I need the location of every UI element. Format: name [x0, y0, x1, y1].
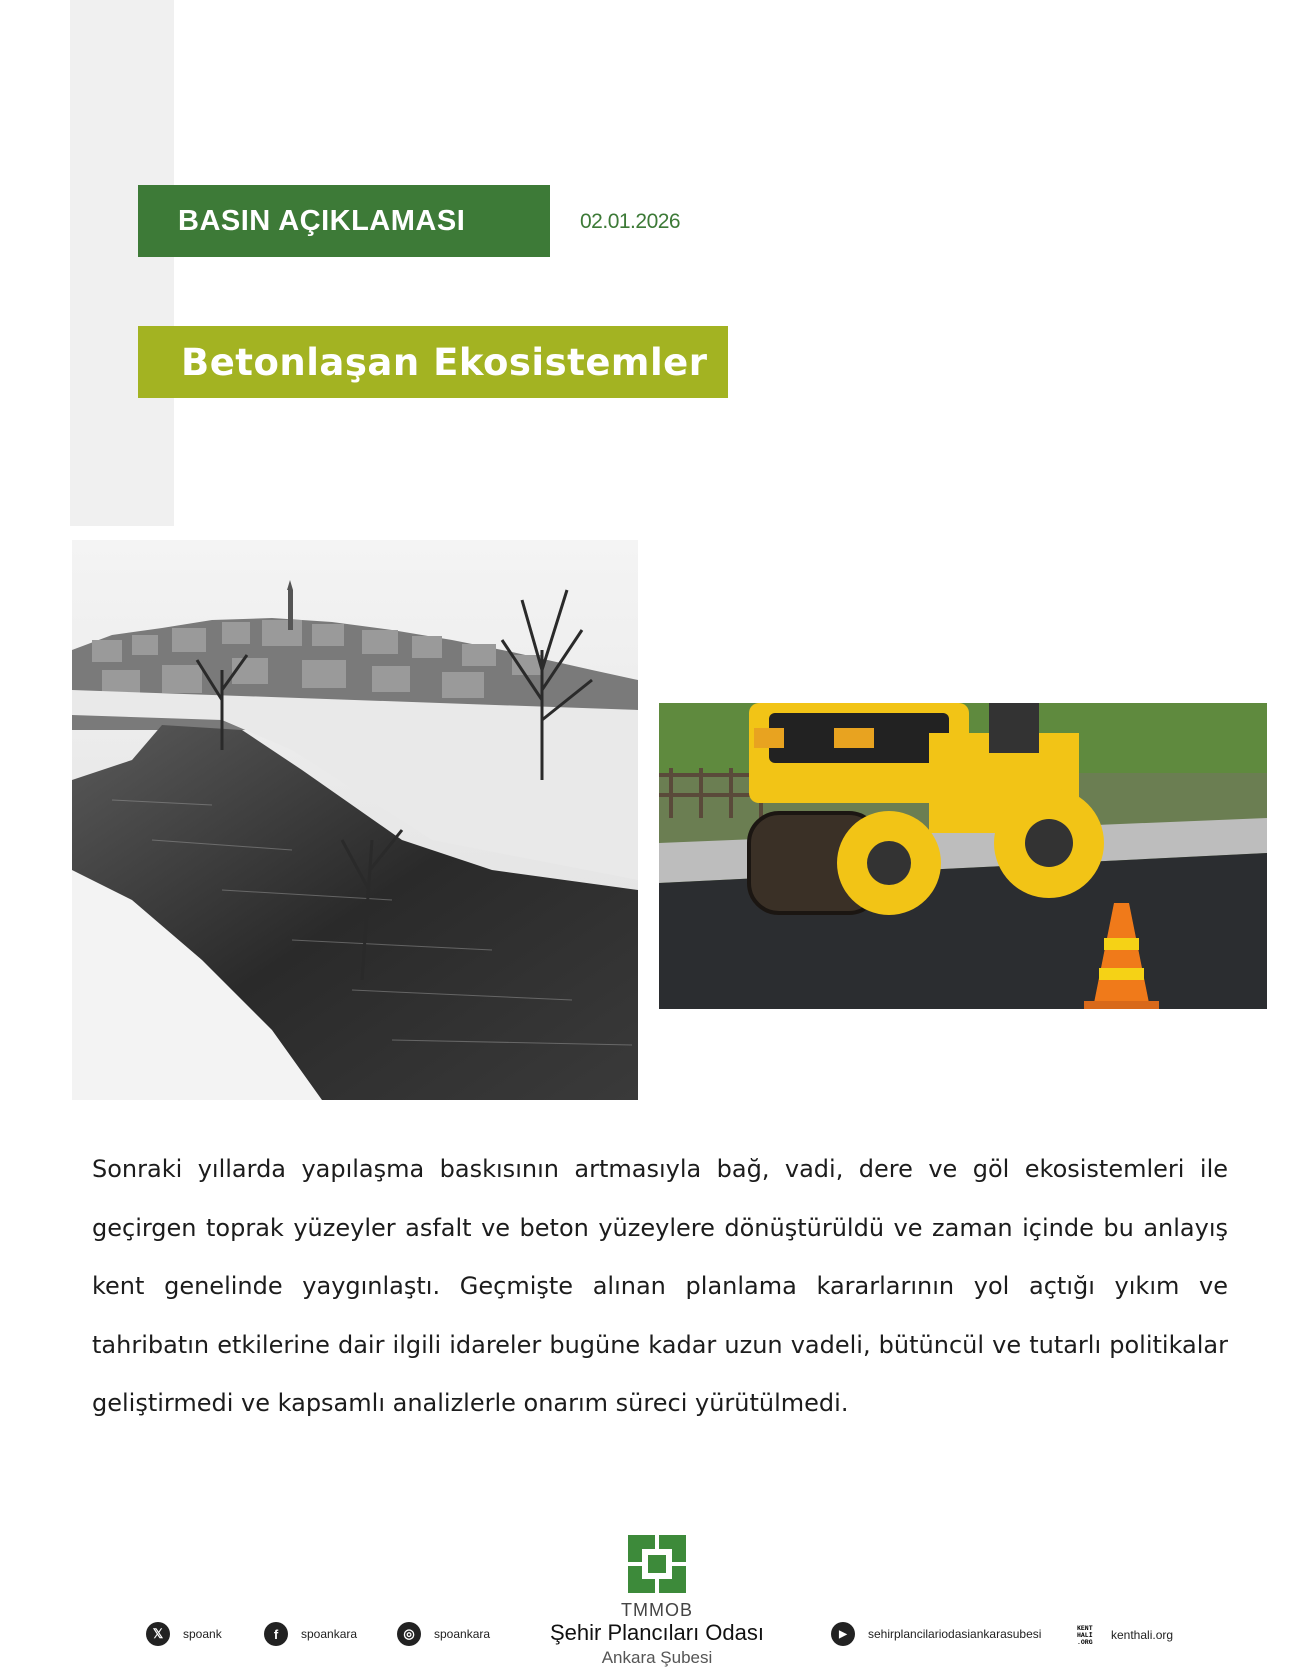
press-release-tag	[138, 185, 550, 257]
social-facebook[interactable]	[264, 1622, 357, 1646]
press-release-body: Sonraki yıllarda yapılaşma baskısının artmasıyla bağ, vadi, dere ve göl ekosistemleri ile geçirgen toprak yüzeyler asfalt ve beton yüzeylere dönüştürüldü ve zaman içinde bu anlayış kent genelinde yaygınlaştı. Geçmişte alınan planlama kararlarının yol açtığı yıkım ve tahribatın etkilerine dair ilgili idareler bugüne kadar uzun vadeli, bütüncül ve tutarlı politikalar geliştirmedi ve kapsamlı analizlerle onarım süreci yürütülmedi.	[92, 1155, 1228, 1417]
org-name: Şehir Plancıları Odası	[550, 1620, 764, 1645]
title-banner	[138, 326, 728, 398]
youtube-icon: ▶	[831, 1622, 855, 1646]
x-icon: 𝕏	[146, 1622, 170, 1646]
social-x-handle: spoank	[183, 1627, 222, 1641]
org-tmmob: TMMOB	[621, 1600, 693, 1620]
page-title: Betonlaşan Ekosistemler	[181, 340, 708, 384]
social-x[interactable]	[146, 1622, 222, 1646]
social-instagram-handle: spoankara	[434, 1627, 491, 1641]
social-kenthali-link: kenthali.org	[1111, 1628, 1174, 1642]
social-instagram[interactable]	[397, 1622, 490, 1646]
social-youtube-handle: sehirplancilariodasiankarasubesi	[868, 1627, 1042, 1641]
historic-river-photo	[72, 540, 638, 1100]
side-band	[70, 0, 174, 526]
kenthali-logo: KENT HALİ .ORG	[1077, 1624, 1093, 1646]
facebook-icon: f	[264, 1622, 288, 1646]
tmmob-logo	[628, 1535, 686, 1593]
release-date: 02.01.2026	[580, 210, 681, 233]
social-facebook-handle: spoankara	[301, 1627, 358, 1641]
org-branch: Ankara Şubesi	[601, 1648, 713, 1667]
press-release-label: BASIN AÇIKLAMASI	[178, 204, 466, 237]
social-youtube[interactable]	[831, 1622, 1041, 1646]
social-kenthali[interactable]	[1077, 1622, 1173, 1648]
road-roller-photo	[659, 703, 1267, 1009]
instagram-icon: ◎	[397, 1622, 421, 1646]
